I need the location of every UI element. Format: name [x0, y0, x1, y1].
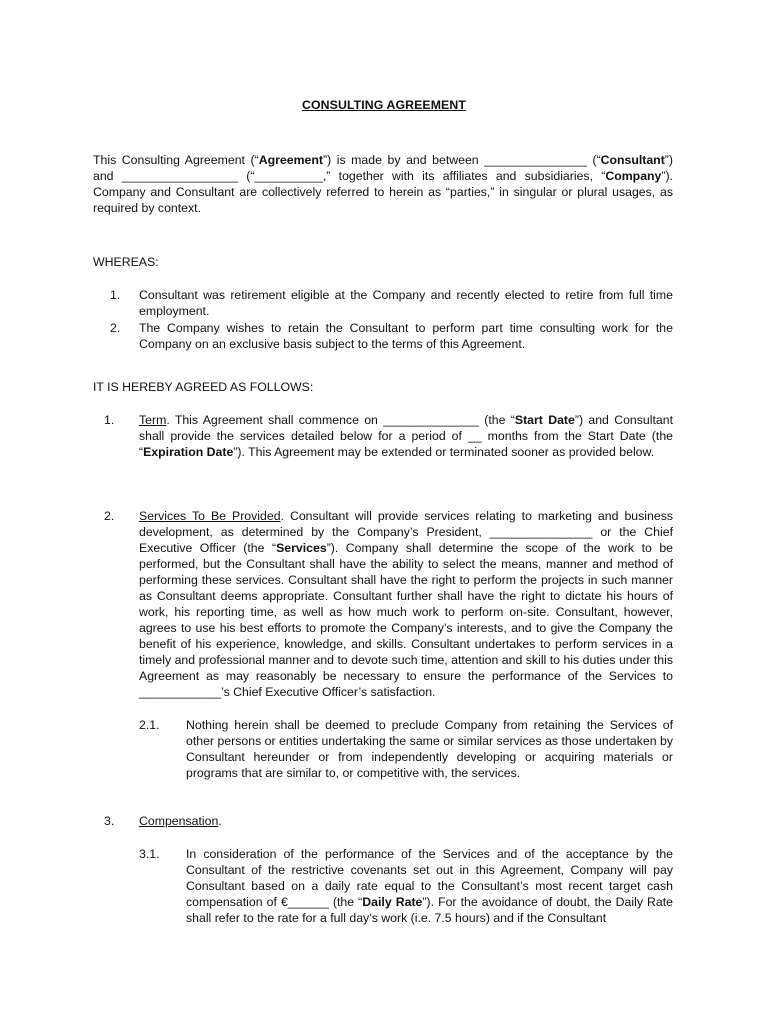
subsection-number: 3.1.: [139, 847, 160, 861]
subsection-3-1-text: In consideration of the performance of the Services and of the acceptance by the Consultant of the restrictive covenants set out in this Agreement, Company will pay Consultant based on a daily rate equal to the Consultant’s most recent target cash compensation of €______ (the “Daily Rate”). For the avoidance of doubt, the Daily Rate shall refer to the rate for a full day’s work (i.e. 7.5 hours) and if the Consultant: [186, 847, 674, 925]
list-number: 1.: [110, 288, 121, 302]
section-compensation: [104, 813, 673, 829]
section-services-title: Services To Be Provided: [139, 509, 281, 523]
list-number: 2.: [110, 321, 121, 335]
section-compensation-title: Compensation: [139, 814, 219, 828]
section-term-text: Term. This Agreement shall commence on ______________ (the “Start Date”) and Consultant shall provide the services detailed below for a period of __ months from the Start Date (the “Expiration Date”). This Agreement may be extended or terminated sooner as provided below.: [139, 413, 673, 459]
document-title: CONSULTING AGREEMENT: [302, 98, 466, 112]
whereas-item: [110, 287, 673, 319]
whereas-item-text: Consultant was retirement eligible at the Company and recently elected to retire from full time employment.: [139, 288, 673, 318]
section-number: 2.: [104, 509, 115, 523]
subsection-number: 2.1.: [139, 718, 160, 732]
whereas-item: [110, 320, 673, 352]
intro-paragraph: This Consulting Agreement (“Agreement”) is made by and between _______________ (“Consultant”) and _________________ (“__________,” together with its affiliates and subsidiaries, “Company”). Company and Consultant are collectively referred to herein as “parties,” in singular or plural usages, as required by context.: [93, 153, 673, 215]
defined-term-consultant: Consultant: [600, 153, 665, 167]
subsection-2-1-text: Nothing herein shall be deemed to preclude Company from retaining the Services of other persons or entities undertaking the same or similar services as those undertaken by Consultant hereunder or from independently developing or acquiring materials or programs that are similar to, or competitive with, the services.: [186, 718, 673, 780]
defined-term-company: Company: [605, 169, 662, 183]
section-compensation-text: Compensation.: [139, 814, 222, 828]
agreed-heading: IT IS HEREBY AGREED AS FOLLOWS:: [93, 380, 314, 394]
defined-term-agreement: Agreement: [258, 153, 323, 167]
whereas-item-text: The Company wishes to retain the Consultant to perform part time consulting work for the Company on an exclusive basis subject to the terms of this Agreement.: [139, 321, 673, 351]
subsection-3-1: [139, 846, 673, 926]
section-number: 1.: [104, 413, 115, 427]
section-term-title: Term: [139, 413, 167, 427]
whereas-heading: WHEREAS:: [93, 255, 159, 269]
section-services: [104, 508, 673, 700]
section-term: [104, 412, 673, 460]
section-services-text: Services To Be Provided. Consultant will provide services relating to marketing and business development, as determined by the Company’s President, _______________ or the Chief Executive Officer (the “Services”). Company shall determine the scope of the work to be performed, but the Consultant shall have the ability to select the means, manner and method of performing these services. Consultant shall have the right to perform the projects in such manner as Consultant deems appropriate. Consultant further shall have the right to dictate his hours of work, his reporting time, as well as how much work to perform on-site. Consultant, however, agrees to use his best efforts to promote the Company’s interests, and to give the Company the benefit of his experience, knowledge, and skills. Consultant undertakes to perform services in a timely and professional manner and to devote such time, attention and skill to his duties under this Agreement as may reasonably be necessary to ensure the performance of the Services to ____________’s Chief Executive Officer’s satisfaction.: [139, 509, 673, 699]
section-number: 3.: [104, 814, 115, 828]
subsection-2-1: [139, 717, 673, 781]
